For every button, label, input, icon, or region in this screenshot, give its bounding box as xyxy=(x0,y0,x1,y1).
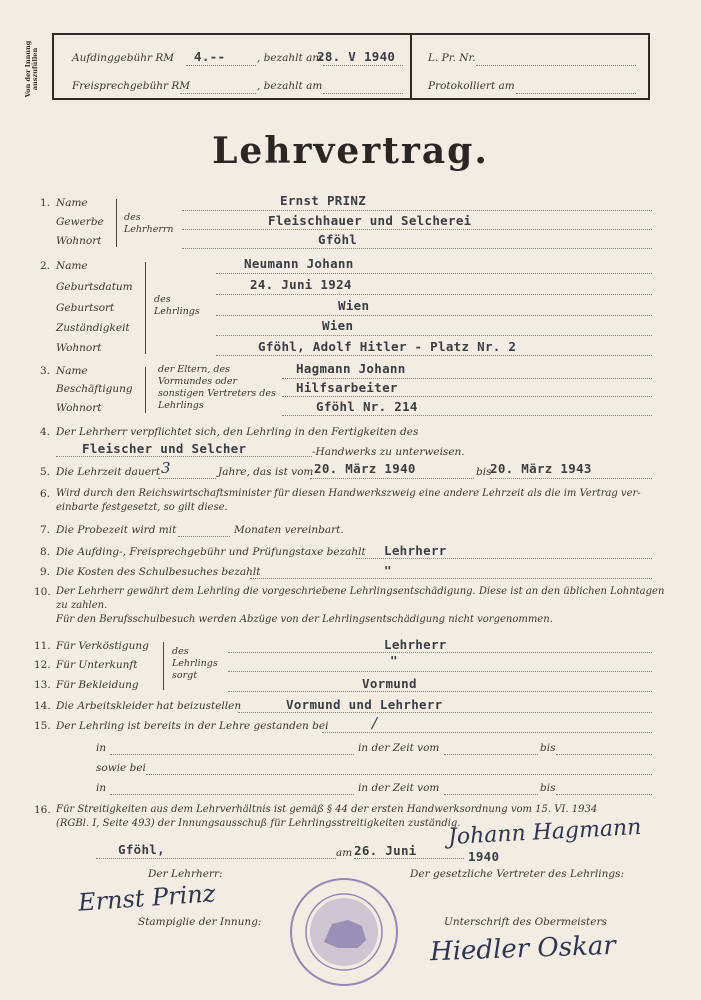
verkoestigung-value: Lehrherr xyxy=(384,637,447,652)
clause4-number: 4. xyxy=(40,426,51,438)
lehrling-zustaendigkeit-value: Wien xyxy=(322,318,354,333)
clause4-suffix: -Handwerks zu unterweisen. xyxy=(312,446,465,458)
vertreter-signature-label: Der gesetzliche Vertreter des Lehrlings: xyxy=(410,868,625,880)
clause9-text: Die Kosten des Schulbesuches bezahlt xyxy=(56,566,261,578)
clause14-text: Die Arbeitskleider hat beizustellen xyxy=(56,700,242,712)
clause4-handwerk-value: Fleischer und Selcher xyxy=(82,441,247,456)
clause16-number: 16. xyxy=(34,804,51,816)
clause6-line2: einbarte festgesetzt, so gilt diese. xyxy=(56,502,228,513)
clause10-line1: Der Lehrherr gewährt dem Lehrling die vorgeschriebene Lehrlingsentschädigung. Diese ist an den üblichen Lohntagen xyxy=(56,586,665,597)
freisprech-label: Freisprechgebühr RM xyxy=(72,80,191,92)
clause7-number: 7. xyxy=(40,524,51,536)
clause8-text: Die Aufding-, Freisprechgebühr und Prüfungstaxe bezahlt xyxy=(56,546,366,558)
unterkunft-value: " xyxy=(390,653,398,668)
protokolliert-label: Protokolliert am xyxy=(428,80,515,92)
clause10-line3: Für den Berufsschulbesuch werden Abzüge von der Lehrlingsentschädigung nicht vorgenommen. xyxy=(56,614,553,625)
signing-year: 1940 xyxy=(468,849,500,864)
section2-label-name: Name xyxy=(56,260,88,272)
bezahlt-am-label: , bezahlt am xyxy=(257,52,323,64)
clause5-mid: Jahre, das ist vom xyxy=(218,466,314,478)
clause15-number: 15. xyxy=(34,720,51,732)
section2-label-wohnort: Wohnort xyxy=(56,342,102,354)
signing-date: 26. Juni xyxy=(354,843,417,858)
clause15-bis-1: bis xyxy=(540,742,556,754)
lpr-label: L. Pr. Nr. xyxy=(428,52,476,64)
aufding-value: 4.-- xyxy=(194,49,226,64)
clause10-line2: zu zahlen. xyxy=(56,600,108,611)
clause14-number: 14. xyxy=(34,700,51,712)
section2-number: 2. xyxy=(40,260,51,272)
lehrherr-gewerbe-value: Fleischhauer und Selcherei xyxy=(268,213,472,228)
clause9-value: " xyxy=(384,563,392,578)
clause4-text: Der Lehrherr verpflichtet sich, den Lehrling in den Fertigkeiten des xyxy=(56,426,419,438)
section1-label-gewerbe: Gewerbe xyxy=(56,216,104,228)
section1-label-wohnort: Wohnort xyxy=(56,235,102,247)
guardian-signature: Johann Hagmann xyxy=(447,814,642,851)
header-divider xyxy=(410,35,412,98)
innung-seal xyxy=(288,876,400,988)
document-title: Lehrvertrag. xyxy=(212,130,489,172)
clause5-from-value: 20. März 1940 xyxy=(314,461,416,476)
clause15-text: Der Lehrling ist bereits in der Lehre gestanden bei xyxy=(56,720,329,732)
clause5-bis: bis xyxy=(476,466,492,478)
lehrherr-signature: Ernst Prinz xyxy=(77,879,217,917)
bekleidung-value: Vormund xyxy=(362,676,417,691)
clause6-number: 6. xyxy=(40,488,51,500)
clause5-years-value: 3 xyxy=(161,459,171,477)
clause12-label: Für Unterkunft xyxy=(56,659,138,671)
vertreter-wohnort-value: Gföhl Nr. 214 xyxy=(316,399,418,414)
clause16-line1: Für Streitigkeiten aus dem Lehrverhältnis ist gemäß § 44 der ersten Handwerksordnung vom 15. VI. 1934 xyxy=(56,804,598,815)
section1-number: 1. xyxy=(40,197,51,209)
clause16-line2: (RGBl. I, Seite 493) der Innungsausschuß für Lehrlingsstreitigkeiten zuständig. xyxy=(56,818,461,829)
clause11-label: Für Verköstigung xyxy=(56,640,149,652)
clause12-number: 12. xyxy=(34,659,51,671)
clause5-number: 5. xyxy=(40,466,51,478)
clause13-label: Für Bekleidung xyxy=(56,679,139,691)
clause5-text: Die Lehrzeit dauert xyxy=(56,466,161,478)
section3-group-label: der Eltern, des Vormundes oder sonstigen Vertreters des Lehrlings xyxy=(158,364,276,411)
clause14-value: Vormund und Lehrherr xyxy=(286,697,443,712)
obermeister-label: Unterschrift des Obermeisters xyxy=(444,916,607,928)
clause6-line1: Wird durch den Reichswirtschaftsminister für diesen Handwerkszweig eine andere Lehrzeit als die im Vertrag ver- xyxy=(56,488,641,499)
clause15-in-2: in xyxy=(96,782,107,794)
clause15-sowie-bei: sowie bei xyxy=(96,762,146,774)
clause8-number: 8. xyxy=(40,546,51,558)
bezahlt-am-value: 28. V 1940 xyxy=(317,49,396,64)
aufding-label: Aufdinggebühr RM xyxy=(72,52,174,64)
signing-am: am xyxy=(336,847,353,859)
clause15-bis-2: bis xyxy=(540,782,556,794)
clause13-number: 13. xyxy=(34,679,51,691)
section1-group-label: des Lehrherrn xyxy=(124,212,174,235)
lehrherr-wohnort-value: Gföhl xyxy=(318,232,358,247)
clause8-value: Lehrherr xyxy=(384,543,447,558)
section2-group-label: des Lehrlings xyxy=(154,294,200,317)
clause5-to-value: 20. März 1943 xyxy=(490,461,592,476)
clause15-value: / xyxy=(372,714,378,732)
clause11-number: 11. xyxy=(34,640,51,652)
lehrherr-name-value: Ernst PRINZ xyxy=(280,193,367,208)
signing-place: Gföhl, xyxy=(118,842,165,857)
section3-label-wohnort: Wohnort xyxy=(56,402,102,414)
clause10-number: 10. xyxy=(34,586,51,598)
clause7-suffix: Monaten vereinbart. xyxy=(234,524,344,536)
clause15-zeit-2: in der Zeit vom xyxy=(358,782,440,794)
bezahlt-am-label-2: , bezahlt am xyxy=(257,80,323,92)
vertreter-beschaeftigung-value: Hilfsarbeiter xyxy=(296,380,398,395)
clause7-text: Die Probezeit wird mit xyxy=(56,524,177,536)
section3-label-name: Name xyxy=(56,365,88,377)
clause15-zeit-1: in der Zeit vom xyxy=(358,742,440,754)
clause11-13-group-label: des Lehrlings sorgt xyxy=(172,646,218,681)
clause15-in-1: in xyxy=(96,742,107,754)
stampiglie-label: Stampiglie der Innung: xyxy=(138,916,262,928)
lehrling-geburtsdatum-value: 24. Juni 1924 xyxy=(250,277,352,292)
section2-label-geburtsdatum: Geburtsdatum xyxy=(56,281,133,293)
clause9-number: 9. xyxy=(40,566,51,578)
vertreter-name-value: Hagmann Johann xyxy=(296,361,406,376)
section2-label-zustaendigkeit: Zuständigkeit xyxy=(56,322,130,334)
section3-label-beschaeftigung: Beschäftigung xyxy=(56,383,133,395)
section3-number: 3. xyxy=(40,365,51,377)
section1-label-name: Name xyxy=(56,197,88,209)
header-side-stamp: Von der Innung auszufüllen xyxy=(24,40,39,98)
section2-label-geburtsort: Geburtsort xyxy=(56,302,115,314)
lehrling-wohnort-value: Gföhl, Adolf Hitler - Platz Nr. 2 xyxy=(258,339,517,354)
obermeister-signature: Hiedler Oskar xyxy=(429,930,617,968)
lehrherr-signature-label: Der Lehrherr: xyxy=(148,868,223,880)
lehrling-name-value: Neumann Johann xyxy=(244,256,354,271)
lehrling-geburtsort-value: Wien xyxy=(338,298,370,313)
